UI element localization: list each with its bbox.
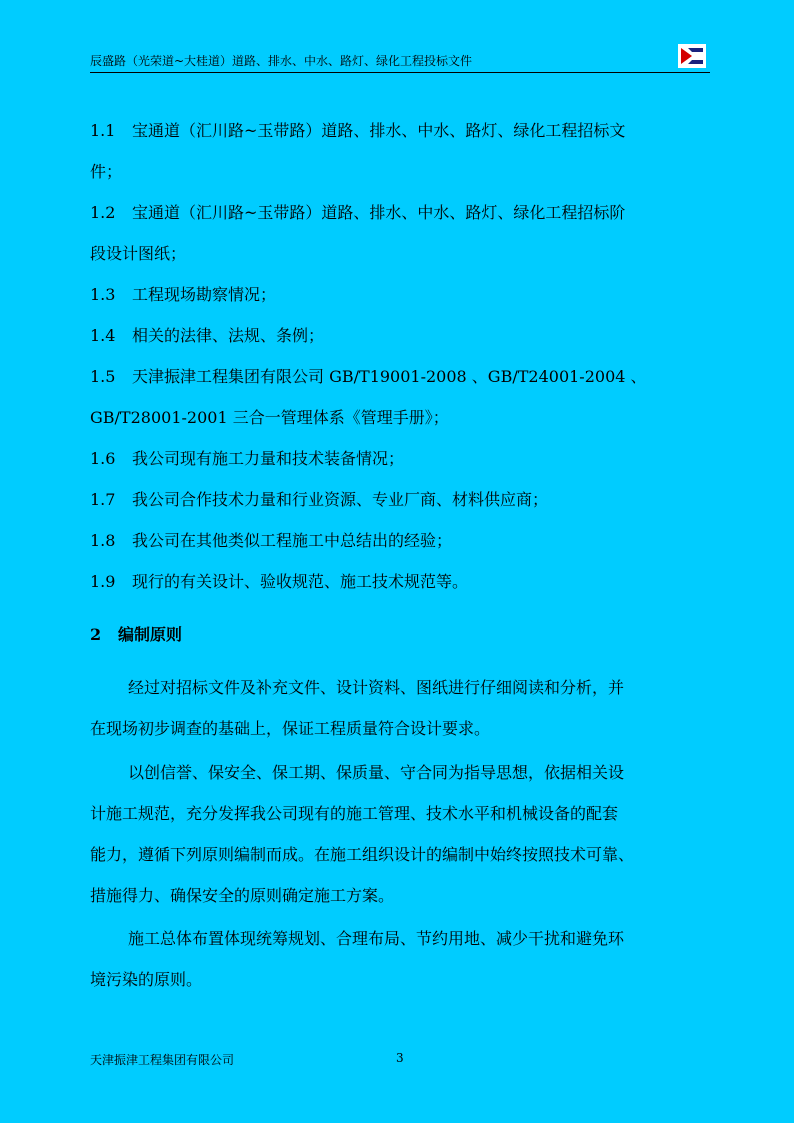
list-item: 1.2 宝通道（汇川路~玉带路）道路、排水、中水、路灯、绿化工程招标阶 [90,203,626,222]
section-heading: 2 编制原则 [90,625,183,644]
list-item-continuation: 件； [90,162,123,181]
paragraph-line: 经过对招标文件及补充文件、设计资料、图纸进行仔细阅读和分析，并 [128,678,625,697]
paragraph-line: 在现场初步调查的基础上，保证工程质量符合设计要求。 [90,719,491,738]
list-item: 1.6 我公司现有施工力量和技术装备情况； [90,449,405,468]
company-logo-icon [678,44,706,68]
paragraph-line: 施工总体布置体现统筹规划、合理布局、节约用地、减少干扰和避免环 [128,929,625,948]
list-item: 1.8 我公司在其他类似工程施工中总结出的经验； [90,531,453,550]
list-item: 1.1 宝通道（汇川路~玉带路）道路、排水、中水、路灯、绿化工程招标文 [90,121,626,140]
paragraph-line: 能力，遵循下列原则编制而成。在施工组织设计的编制中始终按照技术可靠、 [90,845,635,864]
list-item: 1.9 现行的有关设计、验收规范、施工技术规范等。 [90,572,469,591]
list-item: 1.5 天津振津工程集团有限公司 GB/T19001-2008 、GB/T24001-2004 、 [90,367,647,386]
header-title: 辰盛路（光荣道~大桂道）道路、排水、中水、路灯、绿化工程投标文件 [90,54,473,68]
page-number: 3 [396,1051,404,1065]
list-item: 1.7 我公司合作技术力量和行业资源、专业厂商、材料供应商； [90,490,549,509]
paragraph-line: 计施工规范，充分发挥我公司现有的施工管理、技术水平和机械设备的配套 [90,804,619,823]
paragraph-line: 以创信誉、保安全、保工期、保质量、守合同为指导思想，依据相关设 [128,763,625,782]
list-item-continuation: 段设计图纸； [90,244,187,263]
list-item: 1.3 工程现场勘察情况； [90,285,277,304]
list-item-continuation: GB/T28001-2001 三合一管理体系《管理手册》； [90,408,449,427]
footer-company: 天津振津工程集团有限公司 [90,1053,235,1067]
list-item: 1.4 相关的法律、法规、条例； [90,326,325,345]
page-header [90,50,710,73]
paragraph-line: 措施得力、确保安全的原则确定施工方案。 [90,886,395,905]
paragraph-line: 境污染的原则。 [90,970,203,989]
